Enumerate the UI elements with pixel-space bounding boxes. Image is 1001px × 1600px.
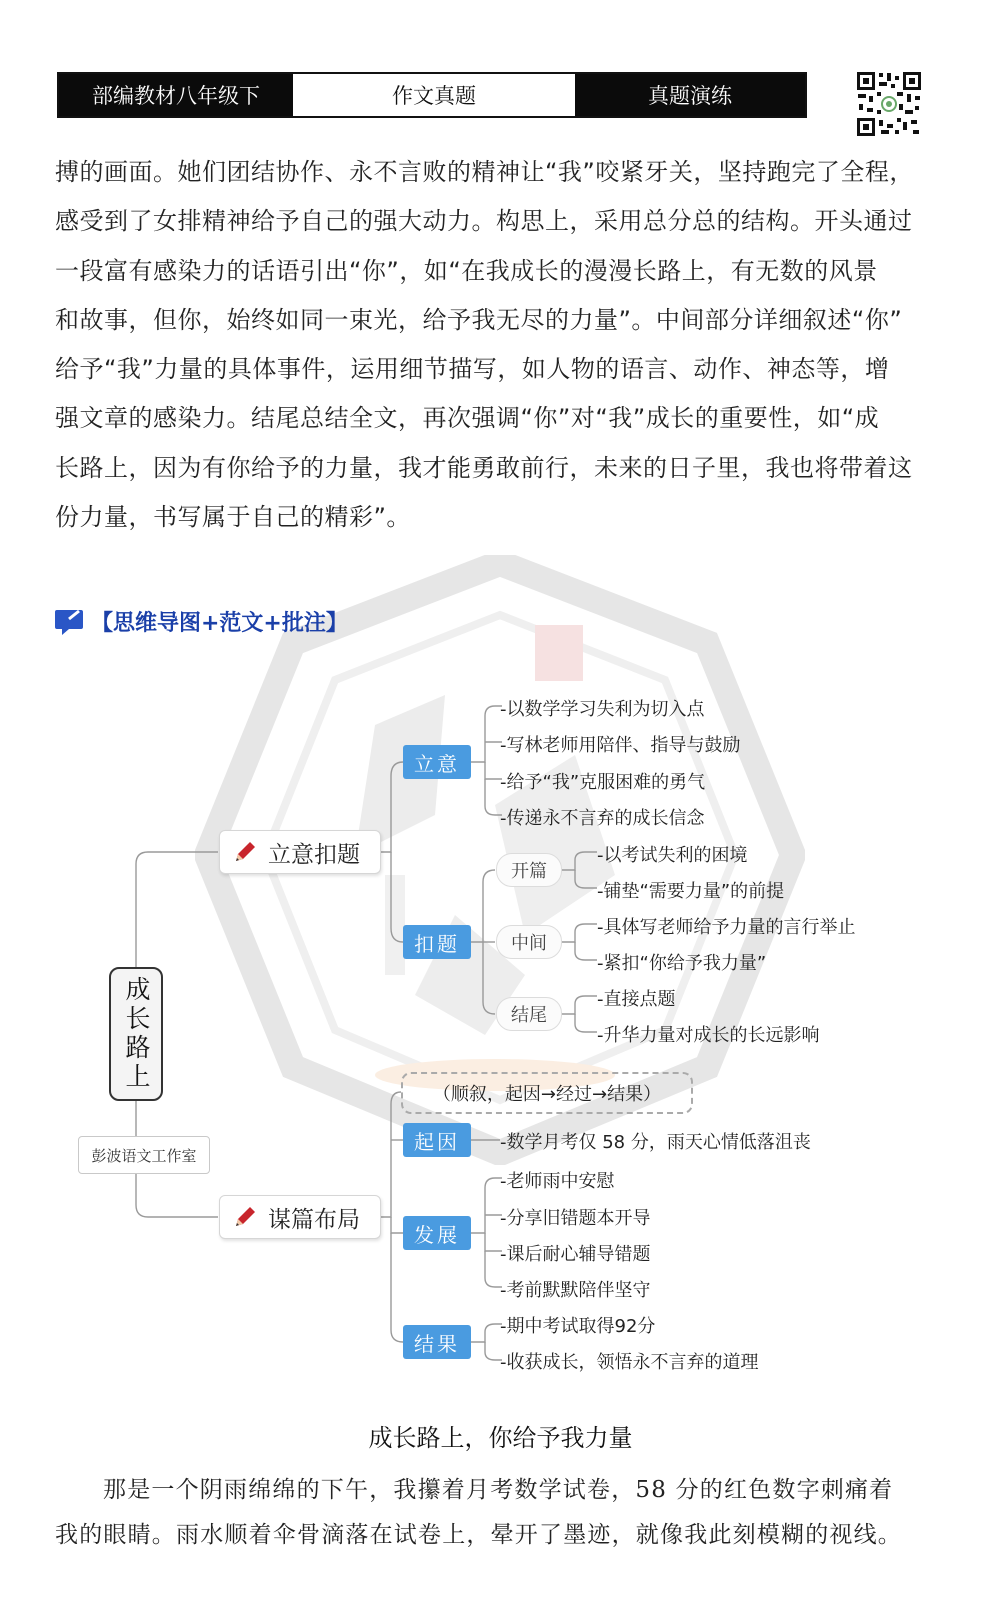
node-jieguo: 结果	[403, 1325, 471, 1359]
leaf-liyi: -传递永不言弃的成长信念	[500, 808, 705, 829]
leaf-liyi: -给予“我”克服困难的勇气	[500, 772, 706, 793]
speech-bubble-icon	[55, 607, 85, 637]
leaf-zhongjian: -紧扣“你给予我力量”	[597, 953, 767, 974]
leaf-kaipian: -以考试失利的困境	[597, 845, 748, 866]
node-qiyin: 起因	[403, 1123, 471, 1157]
paragraph-line: 份力量，书写属于自己的精彩”。	[55, 503, 411, 532]
leaf-jiewei: -升华力量对成长的长远影响	[597, 1025, 820, 1046]
header-category-label: 作文真题	[293, 74, 575, 116]
leaf-zhongjian: -具体写老师给予力量的言行举止	[597, 917, 856, 938]
node-jiewei: 结尾	[496, 997, 562, 1031]
paragraph-line: 搏的画面。她们团结协作、永不言败的精神让“我”咬紧牙关，坚持跑完了全程，	[55, 158, 914, 186]
studio-label: 彭波语文工作室	[78, 1136, 210, 1174]
node-kouti: 扣题	[403, 925, 471, 959]
paragraph-line: 感受到了女排精神给予自己的强大动力。构思上，采用总分总的结构。开头通过	[55, 207, 913, 236]
header-practice-label: 真题演练	[575, 74, 805, 116]
mindmap-root-label: 成长路上	[122, 976, 151, 1092]
leaf-fazhan: -老师雨中安慰	[500, 1171, 615, 1192]
leaf-jieguo: -期中考试取得92分	[500, 1316, 656, 1337]
header-bar	[57, 72, 807, 118]
narrative-order-note: （顺叙，起因→经过→结果）	[401, 1072, 693, 1114]
section-heading	[55, 606, 348, 637]
pencil-icon	[232, 839, 258, 865]
pencil-icon	[232, 1204, 258, 1230]
intro-paragraph	[55, 148, 935, 542]
paragraph-line: 长路上，因为有你给予的力量，我才能勇敢前行，未来的日子里，我也将带着这	[55, 453, 913, 482]
node-zhongjian: 中间	[496, 925, 562, 959]
paragraph-line: 强文章的感染力。结尾总结全文，再次强调“你”对“我”成长的重要性，如“成	[55, 404, 880, 433]
qr-code-icon	[855, 70, 923, 138]
leaf-fazhan: -考前默默陪伴坚守	[500, 1280, 651, 1301]
leaf-fazhan: -分享旧错题本开导	[500, 1208, 651, 1229]
essay-title: 成长路上，你给予我力量	[368, 1424, 633, 1452]
leaf-qiyin: -数学月考仅 58 分，雨天心情低落沮丧	[500, 1132, 811, 1153]
leaf-fazhan: -课后耐心辅导错题	[500, 1244, 651, 1265]
node-kaipian: 开篇	[496, 853, 562, 887]
essay-line: 那是一个阴雨绵绵的下午，我攥着月考数学试卷，58 分的红色数字刺痛着	[103, 1477, 894, 1503]
essay-line: 我的眼睛。雨水顺着伞骨滴落在试卷上，晕开了墨迹，就像我此刻模糊的视线。	[55, 1522, 902, 1548]
leaf-jiewei: -直接点题	[597, 989, 676, 1010]
leaf-kaipian: -铺垫“需要力量”的前提	[597, 881, 785, 902]
paragraph-line: 和故事，但你，始终如同一束光，给予我无尽的力量”。中间部分详细叙述“你”	[55, 305, 903, 334]
mindmap-root	[109, 967, 163, 1101]
mindmap-branch-structure	[219, 1195, 381, 1239]
mindmap-branch-theme	[219, 830, 381, 874]
mindmap-branch-structure-label: 谋篇布局	[268, 1206, 360, 1233]
paragraph-line: 一段富有感染力的话语引出“你”，如“在我成长的漫漫长路上，有无数的风景	[55, 256, 878, 285]
essay-body	[55, 1468, 935, 1558]
mindmap-branch-theme-label: 立意扣题	[268, 841, 360, 868]
leaf-liyi: -写林老师用陪伴、指导与鼓励	[500, 735, 741, 756]
paragraph-line: 给予“我”力量的具体事件，运用细节描写，如人物的语言、动作、神态等，增	[55, 355, 890, 384]
node-liyi: 立意	[403, 745, 471, 779]
node-fazhan: 发展	[403, 1216, 471, 1250]
header-grade-label: 部编教材八年级下	[59, 74, 293, 116]
leaf-liyi: -以数学学习失利为切入点	[500, 699, 705, 720]
leaf-jieguo: -收获成长，领悟永不言弃的道理	[500, 1352, 759, 1373]
section-heading-text: 【思维导图+范文+批注】	[91, 611, 348, 636]
